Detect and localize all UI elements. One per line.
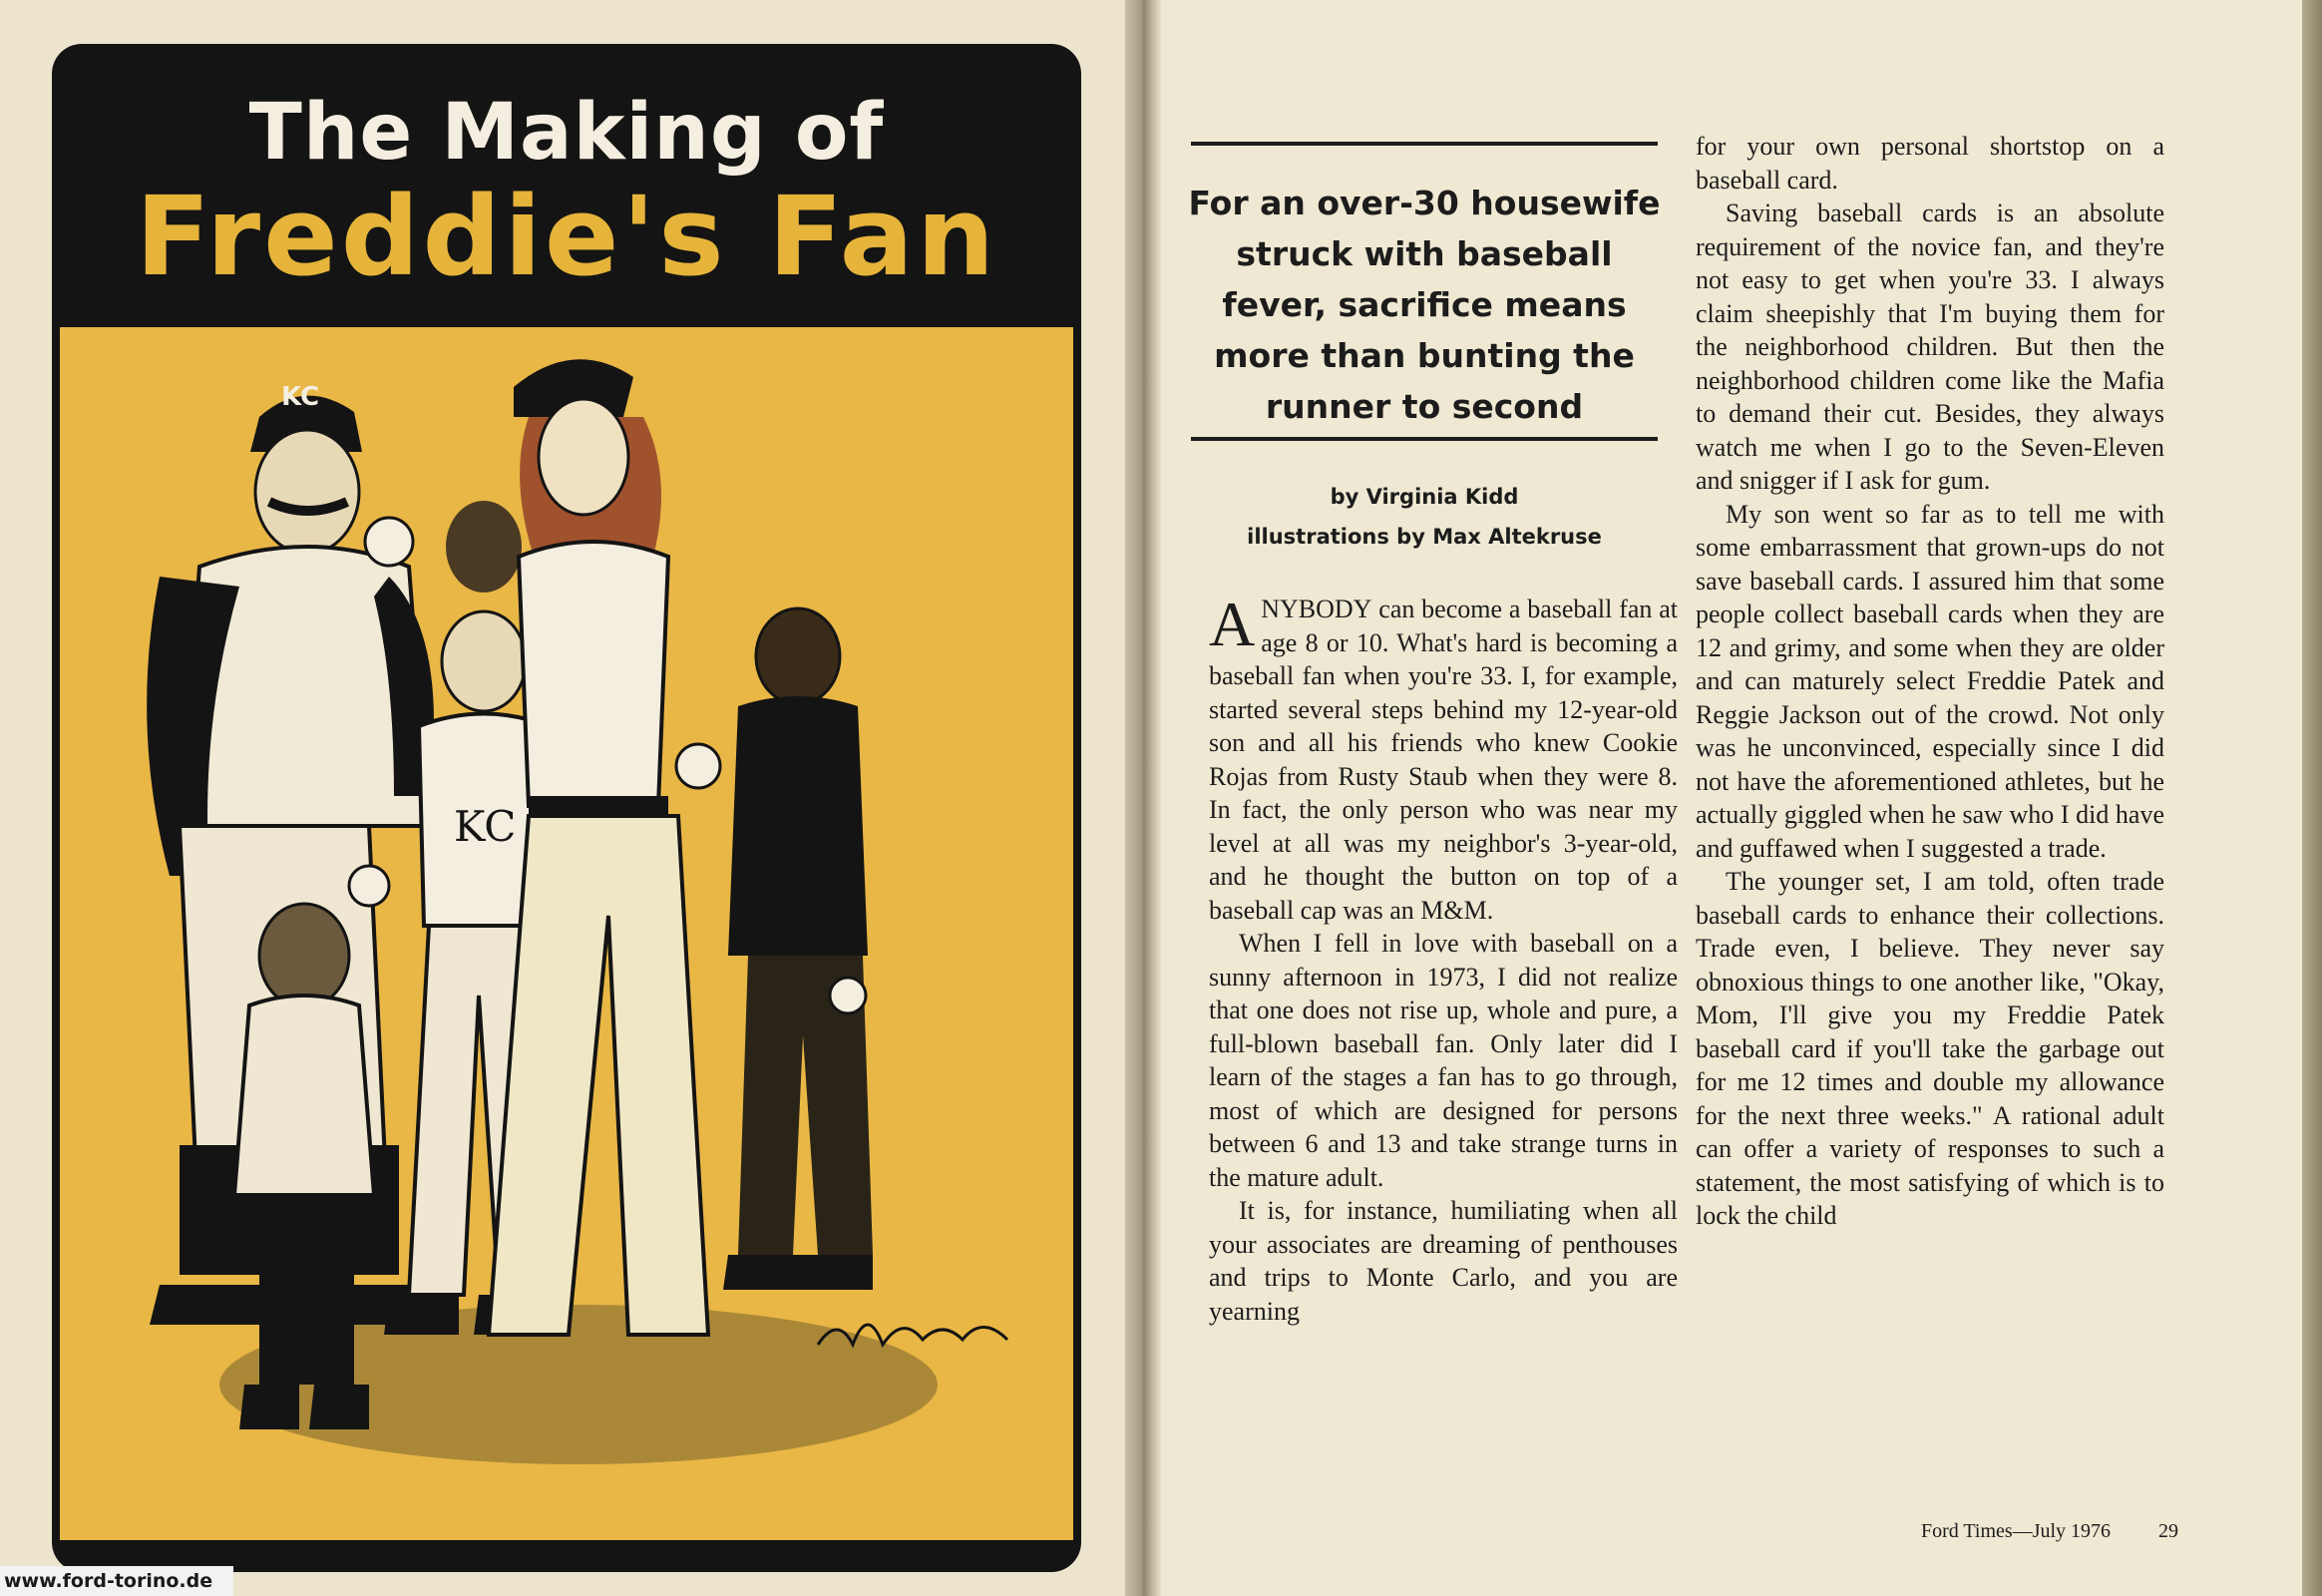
right-boy-figure <box>723 608 873 1290</box>
byline: by Virginia Kidd <box>1330 485 1519 509</box>
page-edge <box>2302 0 2322 1596</box>
paragraph: Saving baseball cards is an absolute requirement of the novice fan, and they're not easy to get when you're 33. I always claim sheepishly that I'm buying them for the neighborhood children. But then the neighborhood children come like the Mafia to demand their cut. Besides, they always watch me when I go to the Seven-Eleven and snigger if I ask for gum. <box>1696 199 2164 495</box>
title-frame <box>52 44 1081 1572</box>
shirt-logo: KC <box>454 802 517 851</box>
folio: Ford Times—July 1976 <box>1921 1520 2112 1542</box>
article-title-line1: The Making of <box>248 88 885 178</box>
paragraph: for your own personal shortstop on a baseball card. <box>1696 132 2164 195</box>
top-rule <box>1191 142 1658 146</box>
paragraph: My son went so far as to tell me with some embarrassment that grown-ups do not save baseball cards. I assured him that some people collect baseball cards when they are 12 and grimy, and some when they are older and can maturely select Freddie Patek and Reggie Jackson out of the crowd. Not only was he unconvinced, especially since I did not have the aforementioned athletes, but he actually giggled when he saw who I did have and guffawed when I suggested a trade. <box>1696 499 2164 863</box>
article-subtitle: For an over-30 housewife struck with baseball fever, sacrifice means more than bunting the runner to second <box>1188 184 1661 426</box>
title-panel <box>52 44 1081 325</box>
body-column-1 <box>1209 589 1678 1328</box>
illustrator-credit: illustrations by Max Altekruse <box>1247 525 1602 549</box>
paragraph: It is, for instance, humiliating when all your associates are dreaming of penthouses and trips to Monte Carlo, and you are yearning <box>1209 1196 1678 1326</box>
left-page <box>0 0 1125 1596</box>
paragraph: When I fell in love with baseball on a sunny afternoon in 1973, I did not realize that one does not rise up, whole and pure, a full-blown baseball fan. Only later did I learn of the stages a fan has to go through, most of which are designed for persons between 6 and 13 and take strange turns in the mature adult. <box>1209 929 1678 1192</box>
paragraph-text: can become a baseball fan at age 8 or 10. What's hard is becoming a baseball fan when you're 33. I, for example, started several steps behind my 12-year-old son and all his friends who knew Cookie Rojas from Rusty Staub when they were 8. In fact, the only person who was near my level at all was my neighbor's 3-year-old, and he thought the button on top of a baseball cap was an M&M. <box>1209 595 1678 925</box>
player-cap-logo: KC <box>281 382 320 412</box>
illustration-panel <box>60 327 1073 1540</box>
article-title-line2: Freddie's Fan <box>135 173 998 300</box>
drop-cap: A <box>1209 589 1256 659</box>
right-page <box>1161 0 2302 1596</box>
page-gutter <box>1125 0 1161 1596</box>
credits-block <box>1185 477 1664 557</box>
body-column-2 <box>1696 130 2164 1233</box>
lead-word: NYBODY <box>1261 595 1372 623</box>
paragraph: The younger set, I am told, often trade baseball cards to enhance their collections. Trade even, I believe. They never say obnoxious things to one another like, "Okay, Mom, I'll give you my Freddie Patek baseball card if you'll take the garbage out for me 12 times and double my allowance for the next three weeks." A rational adult can offer a variety of responses to such a statement, the most satisfying of which is to lock the child <box>1696 867 2164 1230</box>
bottom-rule <box>1191 437 1658 441</box>
paragraph <box>1209 589 1678 927</box>
baseball-family-illustration-icon <box>60 327 1073 1540</box>
watermark: www.ford-torino.de <box>0 1566 233 1596</box>
page-number: 29 <box>2158 1520 2178 1542</box>
